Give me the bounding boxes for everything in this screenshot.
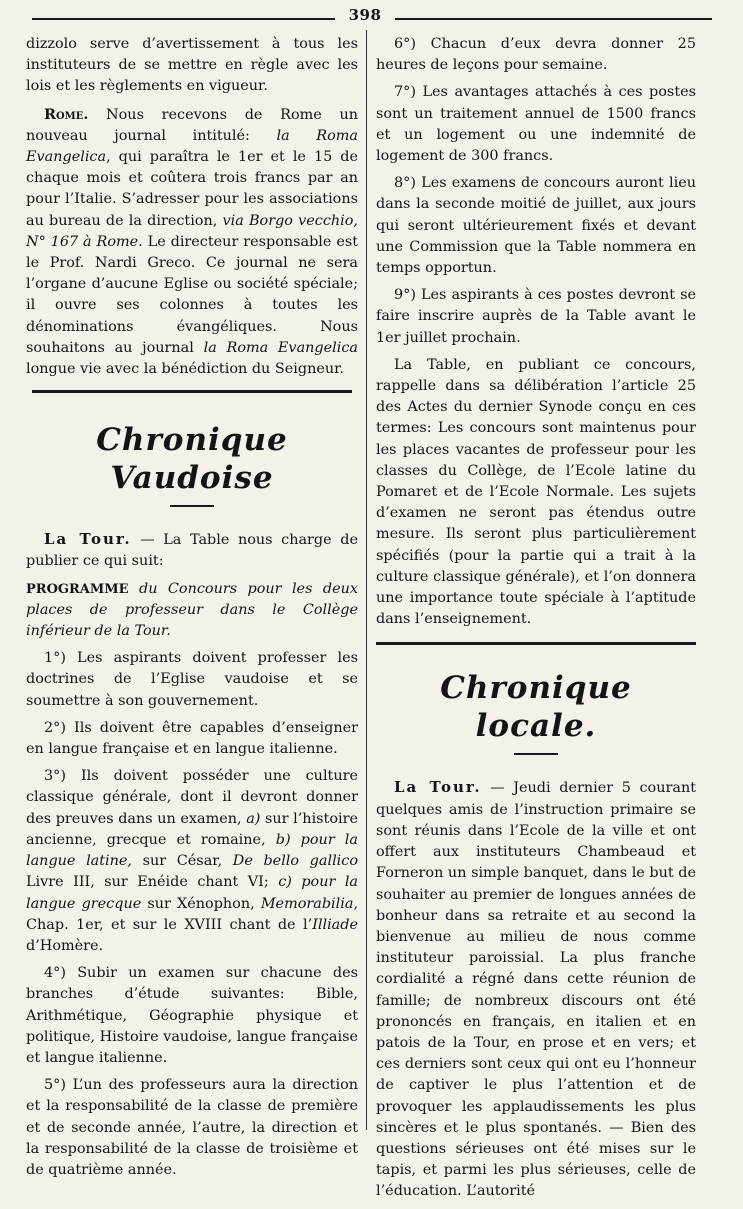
item-3-e: sur César, xyxy=(132,853,233,870)
item-3-l: Illiade xyxy=(312,916,358,933)
heading-underline-right xyxy=(514,753,558,755)
item-3-m: d’Homère. xyxy=(26,937,104,954)
item-3-a: 3°) Ils doivent posséder une culture classique générale, dont il devront donner des preuves dans un examen, xyxy=(26,768,358,827)
item-3 xyxy=(26,766,358,957)
item-7: 7°) Les avantages attachés à ces postes sont un traitement annuel de 1500 francs et un logement ou une indemnité de logement de 300 francs. xyxy=(376,84,696,165)
item-6: 6°) Chacun d’eux devra donner 25 heures de leçons pour semaine. xyxy=(376,36,696,74)
column-divider xyxy=(366,30,367,1130)
paragraph-rome xyxy=(26,104,358,381)
rome-address: via Borgo vecchio, N° 167 à Rome. xyxy=(26,212,358,250)
item-1: 1°) Les aspirants doivent professer les doctrines de l’Eglise vaudoise et se soumettre à son gouvernement. xyxy=(26,650,358,709)
page-number: 398 xyxy=(335,6,395,24)
item-3-f: De bello gallico xyxy=(232,853,359,870)
item-4: 4°) Subir un examen sur chacune des branches d’étude suivantes: Bible, Arithmétique, Géographie physique et politique, Histoire vaudoise, langue française et langue italienne. xyxy=(26,965,358,1066)
la-tour-text: — La Table nous charge de publier ce qui suit: xyxy=(26,532,358,570)
right-column xyxy=(376,34,696,1209)
paragraph-intro: dizzolo serve d’avertissement à tous les instituteurs de se mettre en règle avec les lois et les règlements en vigueur. xyxy=(26,36,358,95)
item-5: 5°) L’un des professeurs aura la direction et la responsabilité de la classe de première et de seconde année, l’autre, la direction et la responsabilité de la classe de troisième et de quatrième année. xyxy=(26,1077,358,1178)
rome-text-b: , qui paraîtra le 1er et le 15 de chaque mois et coûtera trois francs par an pour l’Italie. S’adresser pour les associations au bureau de la direction, xyxy=(26,149,358,229)
item-8: 8°) Les examens de concours auront lieu dans la seconde moitié de juillet, aux jours qui seront ultérieurement fixés et devant une Commission que la Table nommera en temps opportun. xyxy=(376,175,696,277)
rome-text-c: Le directeur responsable est le Prof. Nardi Greco. Ce journal ne sera l’organe d’aucune Eglise ou société spéciale; il ouvre ses colonnes à toutes les dénominations évangéliques. Nous souhaitons au journal xyxy=(26,233,358,356)
item-3-b: a) xyxy=(246,810,261,827)
rome-title-2: la Roma Evangelica xyxy=(203,339,358,356)
section-rule-right xyxy=(376,642,696,645)
paragraph-programme xyxy=(26,579,358,643)
left-column xyxy=(26,34,358,1187)
item-3-k: , Chap. 1er, et sur le XVIII chant de l’ xyxy=(26,895,359,933)
item-3-c: sur l’histoire ancienne, grecque et romaine, xyxy=(26,810,359,848)
heading-underline xyxy=(170,505,214,507)
paragraph-la-tour xyxy=(26,529,358,572)
section-rule xyxy=(32,390,352,393)
item-2: 2°) Ils doivent être capables d’enseigner en langue française et en langue italienne. xyxy=(26,719,358,758)
rome-text-d: longue vie avec la bénédiction du Seigneur. xyxy=(26,361,344,378)
item-3-g: Livre III, sur Enéide chant VI; xyxy=(26,874,279,891)
locale-text: — Jeudi dernier 5 courant quelques amis de l’instruction primaire se sont réunis dans l’Ecole de la ville et ont offert aux instituteurs Chambeaud et Forneron un simple banquet, dans le but de souhaiter au premier de longues années de bonheur dans sa retraite et au second la bienvenue au milieu de nous comme instituteur paroissial. La plus franche cordialité a régné dans cette réunion de famille; de nombreux discours ont été prononcés en français, en italien et en patois de la Tour, en prose et en vers; et ces derniers sont ceux qui ont eu l’honneur de captiver le plus l’attention et de provoquer les applaudissements les plus sincères et le plus spontanés. — Bien des questions sérieuses ont été mises sur le tapis, et parmi les plus sérieuses, celle de l’éducation. L’autorité xyxy=(376,780,696,1200)
item-3-j: Memorabilia xyxy=(260,895,354,912)
la-tour-lead: La Tour. xyxy=(44,530,132,549)
item-3-d: b) pour la langue latine, xyxy=(26,831,358,870)
programme-text: du Concours pour les deux places de professeur dans le Collège inférieur de la Tour. xyxy=(26,580,358,640)
item-9: 9°) Les aspirants à ces postes devront se faire inscrire auprès de la Table avant le 1er juillet prochain. xyxy=(376,287,696,346)
item-3-i: sur Xénophon, xyxy=(141,895,261,912)
item-3-h: c) pour la langue grecque xyxy=(26,874,359,912)
locale-lead: La Tour. xyxy=(394,778,482,797)
paragraph-table: La Table, en publiant ce concours, rappelle dans sa délibération l’article 25 des Actes du dernier Synode conçu en ces termes: Les concours sont maintenus pour les places vacantes de professeur pour les classes du Collège, de l’Ecole latine du Pomaret et de l’Ecole Normale. Les sujets d’examen ne seront pas étendus outre mesure. Ils seront plus particulièrement spécifiés (pour la partie qui a trait à la culture classique générale), et l’on donnera une importance toute spéciale à l’aptitude dans l’enseignement. xyxy=(376,356,696,628)
rome-title: la Roma Evangelica xyxy=(26,127,359,166)
rome-text-a: Nous recevons de Rome un nouveau journal intitulé: xyxy=(26,106,358,144)
programme-lead: PROGRAMME xyxy=(26,581,129,597)
heading-chronique-vaudoise: Chronique Vaudoise xyxy=(96,422,288,497)
rome-lead: Rome. xyxy=(44,105,89,123)
heading-chronique-locale: Chronique locale. xyxy=(440,670,632,745)
